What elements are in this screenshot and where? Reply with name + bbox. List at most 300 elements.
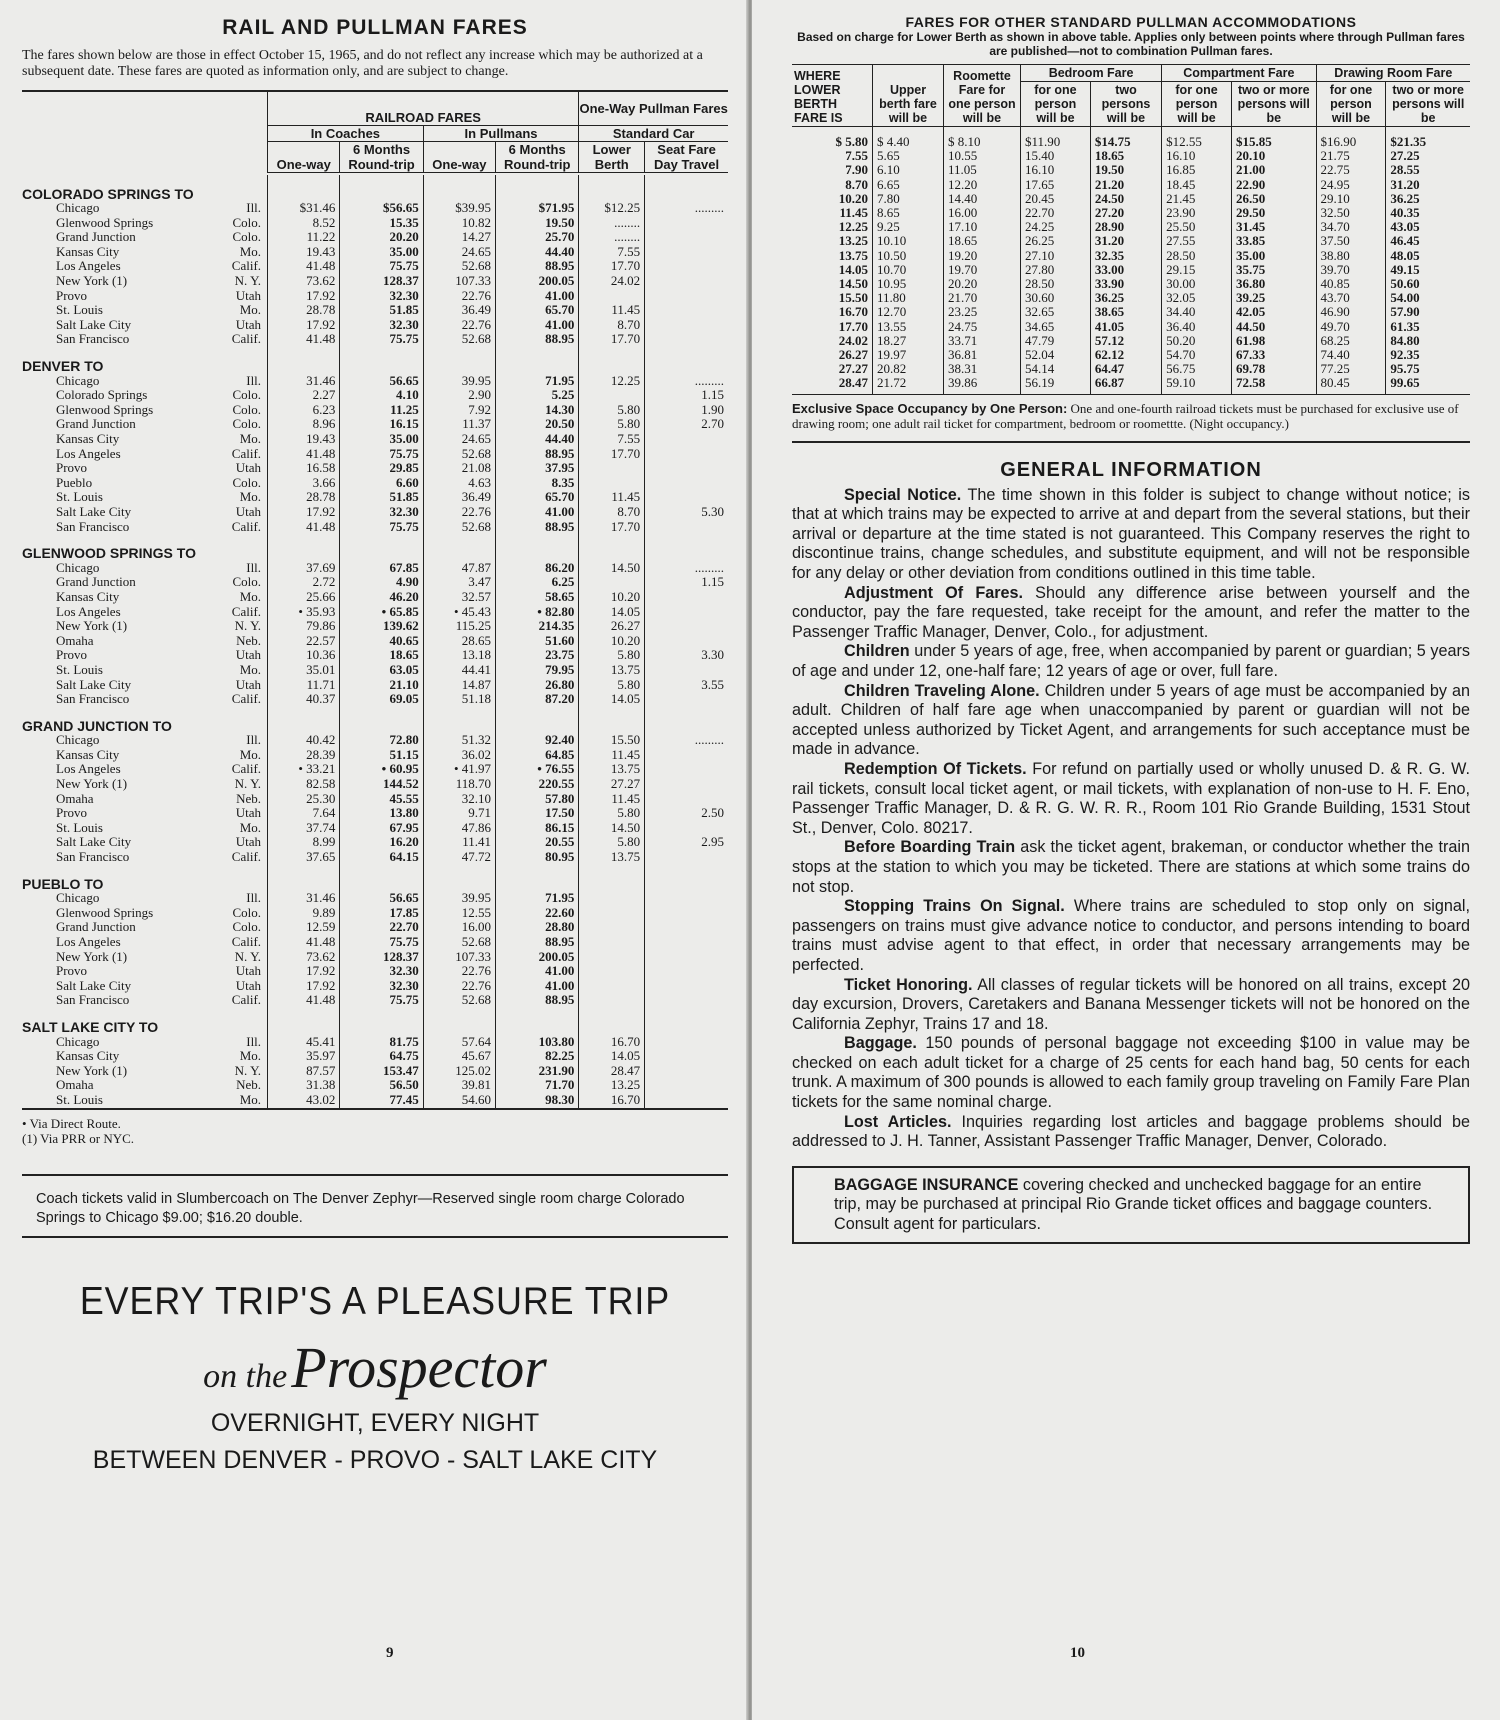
destination-name: Kansas City [56, 431, 120, 446]
fare-cell: 32.30 [340, 318, 423, 333]
info-heading: Redemption Of Tickets. [844, 759, 1027, 778]
fare-cell: 8.70 [579, 318, 645, 333]
destination-name: Los Angeles [56, 934, 121, 949]
info-paragraph [792, 838, 1470, 897]
accommodation-fare: 36.25 [1386, 192, 1470, 206]
destination-state: Utah [235, 287, 262, 303]
destination-state: Calif. [231, 518, 262, 534]
lower-berth-fare: 11.45 [839, 205, 868, 221]
fare-cell: 10.20 [579, 634, 645, 649]
fare-cell [579, 950, 645, 965]
destination-name: Provo [56, 647, 88, 663]
fare-cell [645, 1093, 728, 1108]
fare-cell: 52.68 [423, 935, 495, 950]
fare-cell: 14.30 [496, 403, 579, 418]
fare-cell: 67.95 [340, 821, 423, 836]
accommodation-fare: 40.85 [1316, 277, 1386, 291]
section-origin [22, 865, 728, 892]
accommodation-fare: 74.40 [1316, 348, 1386, 362]
fare-cell: 32.57 [423, 590, 495, 605]
accommodation-fare: 28.55 [1386, 163, 1470, 177]
fare-cell: 17.92 [268, 979, 340, 994]
fare-cell: 35.97 [268, 1049, 340, 1064]
fare-cell: ......... [645, 561, 728, 576]
accommodation-fare: 39.70 [1316, 263, 1386, 277]
divider [792, 441, 1470, 443]
fare-cell: 28.78 [268, 303, 340, 318]
fare-cell: 14.87 [423, 678, 495, 693]
table-row [22, 403, 728, 418]
fare-cell: 8.35 [496, 476, 579, 491]
fare-cell: 17.70 [579, 259, 645, 274]
accommodation-fare: 38.65 [1090, 305, 1161, 319]
fare-cell [645, 920, 728, 935]
destination-name: New York (1) [56, 618, 128, 634]
fare-cell: 28.39 [268, 748, 340, 763]
fare-cell [579, 575, 645, 590]
fare-cell: 41.00 [496, 505, 579, 520]
table-row [22, 1093, 728, 1108]
fare-cell: 44.40 [496, 432, 579, 447]
fare-cell: 16.58 [268, 461, 340, 476]
accommodation-fare: 27.55 [1162, 234, 1232, 248]
destination-state: Mo. [239, 1048, 262, 1064]
rail-fares-table [22, 92, 728, 1108]
fare-cell: 2.95 [645, 835, 728, 850]
destination-state: Colo. [232, 214, 262, 230]
fare-cell: 65.70 [496, 303, 579, 318]
fare-cell: 8.70 [579, 505, 645, 520]
fare-cell: 31.46 [268, 374, 340, 389]
ad-headline: EVERY TRIP'S A PLEASURE TRIP [79, 1279, 671, 1323]
lower-berth-fare: 24.02 [838, 332, 868, 348]
fare-cell: 22.76 [423, 505, 495, 520]
destination-name: Kansas City [56, 243, 120, 259]
fare-cell: 11.71 [268, 678, 340, 693]
fare-cell: 73.62 [268, 274, 340, 289]
table-row [22, 663, 728, 678]
table-row [792, 263, 1470, 277]
footnote-prr-nyc: (1) Via PRR or NYC. [22, 1130, 135, 1146]
fare-cell [645, 748, 728, 763]
accommodation-fare: 68.25 [1316, 334, 1386, 348]
accommodation-fare: 27.80 [1021, 263, 1091, 277]
destination-state: Colo. [232, 387, 262, 403]
table-row [22, 274, 728, 289]
fare-cell: 56.65 [340, 374, 423, 389]
fare-cell: 17.92 [268, 318, 340, 333]
fare-cell: 20.55 [496, 835, 579, 850]
accommodation-fare: 11.05 [944, 163, 1021, 177]
info-text: ask the ticket agent, brakeman, or conductor whether the train stops at the station to which you may be ticketed. There are stations at which some trains do not stop. [792, 838, 1470, 896]
accommodation-fare: 13.55 [873, 320, 944, 334]
fare-cell: 43.02 [268, 1093, 340, 1108]
table-row [22, 216, 728, 231]
fare-cell [645, 1035, 728, 1050]
fare-cell: 3.30 [645, 648, 728, 663]
fare-cell: 107.33 [423, 950, 495, 965]
fare-cell: 35.00 [340, 245, 423, 260]
fare-cell: 19.50 [496, 216, 579, 231]
accommodation-fare: 49.15 [1386, 263, 1470, 277]
fare-cell [579, 935, 645, 950]
section-origin [22, 347, 728, 374]
exclusive-label: Exclusive Space Occupancy by One Person: [792, 400, 1068, 416]
fare-cell: • 35.93 [268, 605, 340, 620]
fare-cell [645, 619, 728, 634]
fare-cell: 25.66 [268, 590, 340, 605]
accommodation-fare: 38.80 [1316, 249, 1386, 263]
fare-cell: 8.96 [268, 417, 340, 432]
fare-cell: 87.20 [496, 692, 579, 707]
table-row [22, 417, 728, 432]
info-text: Should any difference arise between yourself and the conductor, pay the fare requested, take receipt for the amount, and refer the matter to the Passenger Traffic Manager, Denver, Colo., for adjustment. [792, 583, 1471, 641]
destination-name: Glenwood Springs [56, 904, 154, 920]
destination-name: Grand Junction [56, 416, 136, 432]
fare-cell [645, 432, 728, 447]
lower-berth-fare: 13.75 [838, 247, 868, 263]
fare-cell: 51.60 [496, 634, 579, 649]
destination-name: Kansas City [56, 746, 120, 762]
fare-cell [579, 289, 645, 304]
fare-cell: 71.70 [496, 1078, 579, 1093]
table-row [22, 1049, 728, 1064]
accommodation-fare: 29.15 [1162, 263, 1232, 277]
fare-cell: 12.59 [268, 920, 340, 935]
table-row [22, 634, 728, 649]
table-row [22, 821, 728, 836]
accommodation-fare: 23.90 [1162, 206, 1232, 220]
fare-cell: 3.66 [268, 476, 340, 491]
fare-cell: 41.00 [496, 318, 579, 333]
destination-name: Colorado Springs [56, 387, 148, 403]
fare-cell: 24.65 [423, 245, 495, 260]
header-two-persons: two persons will be [1090, 82, 1161, 127]
header-two-or-more: two or more persons will be [1232, 82, 1317, 127]
fare-cell [579, 891, 645, 906]
info-heading: Special Notice. [844, 485, 962, 504]
fare-cell: 17.92 [268, 505, 340, 520]
header-roundtrip: 6 Months Round-trip [496, 142, 579, 173]
destination-name: Grand Junction [56, 574, 136, 590]
accommodation-fare: 47.79 [1021, 334, 1091, 348]
lower-berth-fare: 27.27 [838, 361, 868, 377]
fare-cell: 10.82 [423, 216, 495, 231]
destination-name: San Francisco [56, 992, 130, 1008]
fare-cell [579, 964, 645, 979]
fare-cell: 28.65 [423, 634, 495, 649]
table-row [22, 979, 728, 994]
fare-cell [645, 891, 728, 906]
fare-cell: 44.41 [423, 663, 495, 678]
fare-cell [645, 259, 728, 274]
header-roomette-fare: Fare for one person will be [948, 83, 1016, 125]
fare-cell: 31.38 [268, 1078, 340, 1093]
fare-cell: 128.37 [340, 274, 423, 289]
fare-cell: 22.60 [496, 906, 579, 921]
page-title-rail-fares: RAIL AND PULLMAN FARES [222, 16, 528, 39]
info-paragraph [792, 1113, 1470, 1152]
general-information-body [792, 486, 1470, 1152]
destination-name: Los Angeles [56, 603, 121, 619]
fare-cell: 81.75 [340, 1035, 423, 1050]
destination-name: Chicago [56, 890, 100, 906]
info-text: Children under 5 years of age must be accompanied by an adult. Children of half fare age when unaccompanied by parent or guardian will not be accepted unless authorized by Ticket Agent, and arrangements for such acceptance must be made in advance. [792, 681, 1470, 759]
fare-cell: 52.68 [423, 520, 495, 535]
fare-cell: 51.85 [340, 303, 423, 318]
table-row [22, 289, 728, 304]
fare-cell: 103.80 [496, 1035, 579, 1050]
accommodation-fare: 20.10 [1232, 149, 1317, 163]
fare-cell [645, 935, 728, 950]
table-row [22, 806, 728, 821]
accommodation-fare: 39.86 [944, 376, 1021, 393]
fare-cell: 17.92 [268, 964, 340, 979]
destination-name: Provo [56, 460, 88, 476]
page-number: 9 [386, 1645, 394, 1661]
fare-cell: 14.05 [579, 692, 645, 707]
destination-state: Calif. [231, 691, 262, 707]
fare-cell: 11.41 [423, 835, 495, 850]
accommodation-fare: 34.70 [1316, 220, 1386, 234]
fare-cell: 15.35 [340, 216, 423, 231]
accommodation-fare: 10.50 [873, 249, 944, 263]
destination-state: Mo. [239, 489, 262, 505]
accommodation-fare: 22.70 [1021, 206, 1091, 220]
destination-name: Los Angeles [56, 258, 121, 274]
fare-cell [645, 663, 728, 678]
intro-text: The fares shown below are those in effect October 15, 1965, and do not reflect any increase which may be authorized at a subsequent date. These fares are quoted as information only, and are subject to change. [22, 48, 703, 79]
accommodation-fare: 41.05 [1090, 320, 1161, 334]
table-row [792, 220, 1470, 234]
fare-cell [645, 230, 728, 245]
fare-cell: 10.20 [579, 590, 645, 605]
fare-cell: 5.80 [579, 417, 645, 432]
accommodation-fare: 49.70 [1316, 320, 1386, 334]
table-row [22, 950, 728, 965]
fare-cell: 11.25 [340, 403, 423, 418]
destination-name: Omaha [56, 632, 94, 648]
accommodation-fare: 46.45 [1386, 234, 1470, 248]
fare-cell: 65.70 [496, 490, 579, 505]
accommodation-fare: 61.98 [1232, 334, 1317, 348]
fare-cell: 18.65 [340, 648, 423, 663]
fare-cell: 80.95 [496, 850, 579, 865]
ad-route: BETWEEN DENVER - PROVO - SALT LAKE CITY [92, 1445, 658, 1474]
table-row [792, 249, 1470, 263]
fare-cell: • 82.80 [496, 605, 579, 620]
table-row [22, 1035, 728, 1050]
fare-cell [645, 1078, 728, 1093]
fare-cell: 77.45 [340, 1093, 423, 1108]
accommodation-fare: 99.65 [1386, 376, 1470, 393]
accommodation-fare: 39.25 [1232, 291, 1317, 305]
fare-cell: 214.35 [496, 619, 579, 634]
fare-cell: 17.70 [579, 332, 645, 347]
fare-cell: 17.85 [340, 906, 423, 921]
fare-cell: 75.75 [340, 520, 423, 535]
accommodation-fare: 6.10 [873, 163, 944, 177]
table-row [792, 178, 1470, 192]
fare-cell [645, 906, 728, 921]
fare-cell [645, 332, 728, 347]
fare-cell: 220.55 [496, 777, 579, 792]
table-row [22, 920, 728, 935]
destination-name: Provo [56, 805, 88, 821]
origin-label: GLENWOOD SPRINGS TO [22, 545, 196, 562]
accommodation-fare: 17.65 [1021, 178, 1091, 192]
accommodation-fare: 36.40 [1162, 320, 1232, 334]
fare-cell: 52.68 [423, 332, 495, 347]
header-roundtrip: 6 Months Round-trip [340, 142, 423, 173]
header-oneway-pullman: One-Way Pullman Fares [579, 92, 728, 126]
coach-note: Coach tickets valid in Slumbercoach on The Denver Zephyr—Reserved single room charge Colorado Springs to Chicago $9.00; $16.20 double. [22, 1174, 728, 1238]
destination-name: Chicago [56, 1033, 100, 1049]
origin-label: PUEBLO TO [22, 875, 104, 892]
accommodation-fare: 12.70 [873, 305, 944, 319]
fare-cell: 57.80 [496, 792, 579, 807]
fare-cell: 28.80 [496, 920, 579, 935]
accommodation-fare: 21.00 [1232, 163, 1317, 177]
accommodation-fare: 34.65 [1021, 320, 1091, 334]
accommodation-fare: 69.78 [1232, 362, 1317, 376]
table-row [792, 362, 1470, 376]
destination-state: Utah [235, 503, 262, 519]
fare-cell: 35.00 [340, 432, 423, 447]
header-oneway: One-way [423, 142, 495, 173]
fare-cell: 92.40 [496, 733, 579, 748]
fare-cell [645, 216, 728, 231]
fare-cell: 36.02 [423, 748, 495, 763]
table-row [792, 320, 1470, 334]
info-heading: Children [844, 642, 910, 661]
table-row [22, 619, 728, 634]
fare-cell [645, 605, 728, 620]
destination-state: N. Y. [234, 1062, 262, 1078]
fare-cell [645, 490, 728, 505]
accommodation-fare: 62.12 [1090, 348, 1161, 362]
accommodation-fare: 25.50 [1162, 220, 1232, 234]
accommodation-fare: 10.10 [873, 234, 944, 248]
accommodation-fare: 21.45 [1162, 192, 1232, 206]
destination-state: Mo. [239, 661, 262, 677]
destination-state: Mo. [239, 588, 262, 604]
fare-cell: 75.75 [340, 935, 423, 950]
info-paragraph [792, 976, 1470, 1035]
accommodation-fare: $15.85 [1232, 127, 1317, 150]
lower-berth-fare: 17.70 [838, 318, 868, 334]
destination-state: Calif. [231, 934, 262, 949]
fare-cell: 47.72 [423, 850, 495, 865]
origin-label: SALT LAKE CITY TO [22, 1018, 159, 1035]
fare-cell: 88.95 [496, 993, 579, 1008]
destination-name: Glenwood Springs [56, 214, 154, 230]
origin-label: COLORADO SPRINGS TO [22, 185, 194, 202]
accommodation-fare: 54.14 [1021, 362, 1091, 376]
accommodation-fare: 33.71 [944, 334, 1021, 348]
fare-cell: 88.95 [496, 259, 579, 274]
fare-cell: 7.64 [268, 806, 340, 821]
accommodation-fare: 19.70 [944, 263, 1021, 277]
fare-cell: 25.70 [496, 230, 579, 245]
fare-cell [645, 850, 728, 865]
accommodation-fare: 31.20 [1386, 178, 1470, 192]
prospector-ad [22, 1280, 728, 1475]
fare-cell: 75.75 [340, 259, 423, 274]
footnotes [22, 1116, 728, 1146]
table-row [22, 318, 728, 333]
table-row [792, 348, 1470, 362]
fare-cell: 13.80 [340, 806, 423, 821]
fare-cell: 17.92 [268, 289, 340, 304]
fare-cell: 13.18 [423, 648, 495, 663]
header-roomette [944, 65, 1021, 127]
destination-name: Salt Lake City [56, 676, 132, 692]
fare-cell: 21.10 [340, 678, 423, 693]
accommodation-fare: $14.75 [1090, 127, 1161, 150]
accommodation-fare: 18.45 [1162, 178, 1232, 192]
header-compartment: Compartment Fare [1162, 65, 1316, 82]
table-row [22, 230, 728, 245]
accommodation-fare: 54.70 [1162, 348, 1232, 362]
accommodation-fare: 24.75 [944, 320, 1021, 334]
table-row [22, 447, 728, 462]
destination-name: San Francisco [56, 518, 130, 534]
fare-cell: 2.90 [423, 388, 495, 403]
header-upper: Upper berth fare will be [873, 65, 944, 127]
fare-cell [579, 476, 645, 491]
accommodation-fare: 44.50 [1232, 320, 1317, 334]
fare-cell: 11.45 [579, 303, 645, 318]
fare-cell: 98.30 [496, 1093, 579, 1108]
fare-cell: 32.10 [423, 792, 495, 807]
fare-cell [645, 692, 728, 707]
destination-state: Calif. [231, 761, 262, 777]
fare-cell [579, 906, 645, 921]
fare-cell: 17.70 [579, 520, 645, 535]
fare-cell [645, 993, 728, 1008]
destination-name: New York (1) [56, 273, 128, 289]
table-row [22, 648, 728, 663]
fare-cell: 23.75 [496, 648, 579, 663]
destination-state: Calif. [231, 603, 262, 619]
fare-cell: 14.27 [423, 230, 495, 245]
fare-cell: 5.80 [579, 806, 645, 821]
destination-state: Mo. [239, 819, 262, 835]
fare-cell: 79.95 [496, 663, 579, 678]
section-origin [22, 1008, 728, 1035]
table-row [792, 376, 1470, 393]
fare-cell: 67.85 [340, 561, 423, 576]
accommodation-fare: 80.45 [1316, 376, 1386, 393]
info-heading: Adjustment Of Fares. [844, 583, 1024, 602]
destination-state: Calif. [231, 445, 262, 461]
fare-cell: • 76.55 [496, 762, 579, 777]
destination-state: Colo. [232, 416, 262, 432]
accommodation-fare: 18.65 [1090, 149, 1161, 163]
destination-state: Calif. [231, 258, 262, 274]
fare-cell: 7.92 [423, 403, 495, 418]
accommodation-fare: $21.35 [1386, 127, 1470, 150]
fare-cell: 88.95 [496, 447, 579, 462]
fare-cell: 13.75 [579, 762, 645, 777]
fare-cell: 39.95 [423, 891, 495, 906]
baggage-insurance-box [792, 1166, 1470, 1244]
destination-state: Ill. [246, 372, 262, 388]
accommodation-fare: 16.10 [1021, 163, 1091, 177]
lower-berth-fare: 8.70 [845, 176, 868, 192]
fare-cell: 64.75 [340, 1049, 423, 1064]
